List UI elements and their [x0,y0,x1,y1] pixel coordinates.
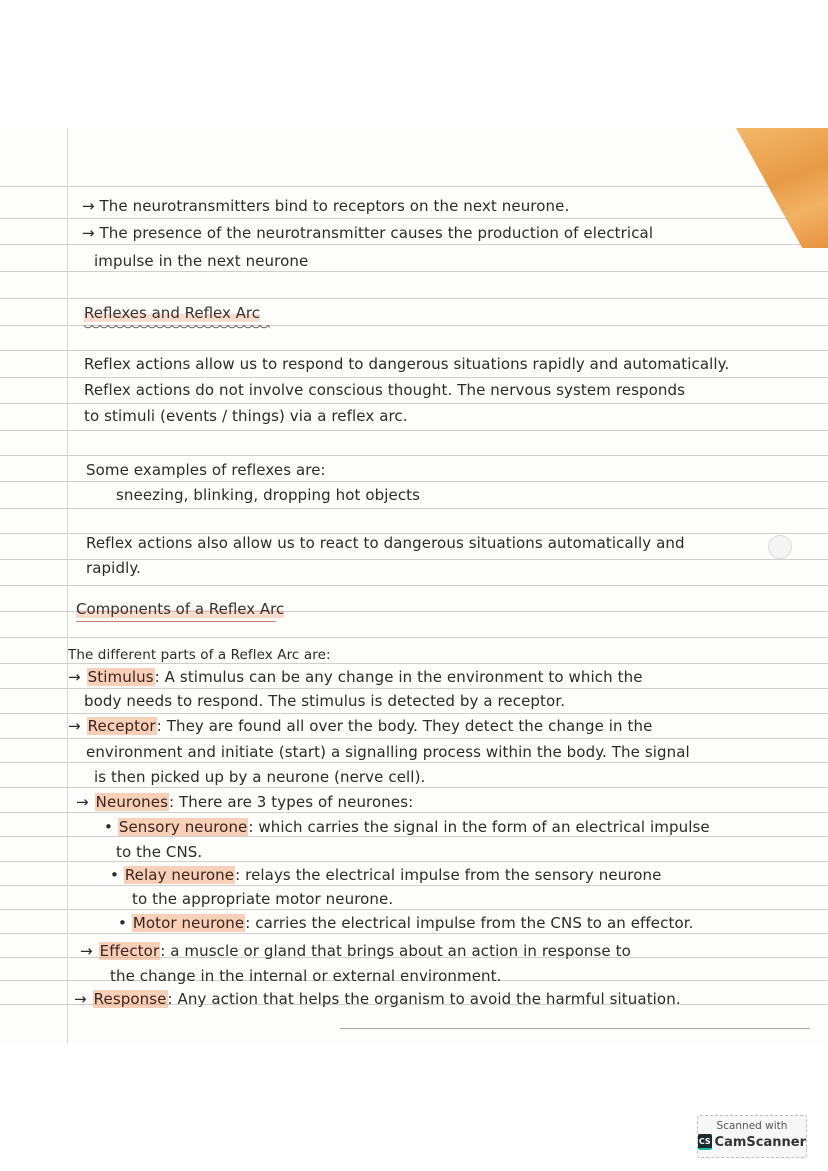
ruled-line [0,430,828,431]
ruled-line [0,688,828,689]
heading-squiggle-underline [84,324,270,330]
ruled-line [0,218,828,219]
term-stimulus: Stimulus [87,668,154,686]
ruled-line [0,377,828,378]
intro-line-2: → The presence of the neurotransmitter causes the production of electrical [82,224,654,242]
ruled-line [0,713,828,714]
ruled-line [0,885,828,886]
section-heading-components: Components of a Reflex Arc [76,600,285,618]
neurones-line: → Neurones: There are 3 types of neurones: [76,793,414,811]
relay-line-1: • Relay neurone: relays the electrical impulse from the sensory neurone [110,866,662,884]
relay-line-2: to the appropriate motor neurone. [132,890,394,908]
ruled-line [0,663,828,664]
camscanner-watermark [697,1115,807,1158]
sensory-line-2: to the CNS. [116,843,203,861]
intro-line-3: impulse in the next neurone [94,252,309,270]
stimulus-line-2: body needs to respond. The stimulus is detected by a receptor. [84,692,566,710]
section-heading-reflexes: Reflexes and Reflex Arc [84,304,260,322]
response-line: → Response: Any action that helps the organism to avoid the harmful situation. [74,990,681,1008]
para1-line-2: Reflex actions do not involve conscious thought. The nervous system responds [84,381,686,399]
sensory-line-1: • Sensory neurone: which carries the signal in the form of an electrical impulse [104,818,710,836]
arrow-icon: → [74,990,87,1008]
components-intro: The different parts of a Reflex Arc are: [68,647,331,663]
ruled-line [0,637,828,638]
effector-line-1: → Effector: a muscle or gland that brings about an action in response to [80,942,631,960]
para1-line-3: to stimuli (events / things) via a reflex arc. [84,407,408,425]
para2-line-1: Reflex actions also allow us to react to dangerous situations automatically and [86,534,685,552]
ruled-line [0,350,828,351]
ruled-line [0,244,828,245]
arrow-icon: → [80,942,93,960]
ruled-line [0,481,828,482]
camscanner-logo-icon: CS [698,1134,712,1150]
term-sensory-neurone: Sensory neurone [118,818,248,836]
paper-smudge [768,535,792,559]
term-response: Response [93,990,167,1008]
term-receptor: Receptor [87,717,156,735]
stimulus-line-1: → Stimulus: A stimulus can be any change in the environment to which the [68,668,643,686]
ruled-line [0,787,828,788]
ruled-line [0,585,828,586]
term-effector: Effector [99,942,160,960]
ruled-line [0,812,828,813]
ruled-line [0,909,828,910]
effector-line-2: the change in the internal or external environment. [110,967,502,985]
ruled-line [0,861,828,862]
arrow-icon: → [76,793,89,811]
ruled-line [0,933,828,934]
ruled-line [0,762,828,763]
watermark-caption: Scanned with [716,1120,788,1132]
heading-underline [76,621,276,622]
ruled-line [0,403,828,404]
receptor-line-2: environment and initiate (start) a signalling process within the body. The signal [86,743,690,761]
ruled-line [0,455,828,456]
ruled-line [0,298,828,299]
ruled-line [0,738,828,739]
examples-intro: Some examples of reflexes are: [86,461,326,479]
receptor-line-1: → Receptor: They are found all over the body. They detect the change in the [68,717,653,735]
para1-line-1: Reflex actions allow us to respond to dangerous situations rapidly and automatically. [84,355,730,373]
arrow-icon: → [68,717,81,735]
term-relay-neurone: Relay neurone [124,866,235,884]
ruled-line [0,186,828,187]
receptor-line-3: is then picked up by a neurone (nerve cell). [94,768,426,786]
para2-line-2: rapidly. [86,559,142,577]
motor-line-1: • Motor neurone: carries the electrical impulse from the CNS to an effector. [118,914,694,932]
ruled-line [340,1028,810,1029]
ruled-line [0,836,828,837]
ruled-line [0,508,828,509]
watermark-brand: CamScanner [714,1134,806,1150]
arrow-icon: → [68,668,81,686]
term-motor-neurone: Motor neurone [132,914,245,932]
examples-list: sneezing, blinking, dropping hot objects [116,486,421,504]
intro-line-1: → The neurotransmitters bind to receptors on the next neurone. [82,197,570,215]
ruled-line [0,271,828,272]
term-neurones: Neurones [95,793,168,811]
